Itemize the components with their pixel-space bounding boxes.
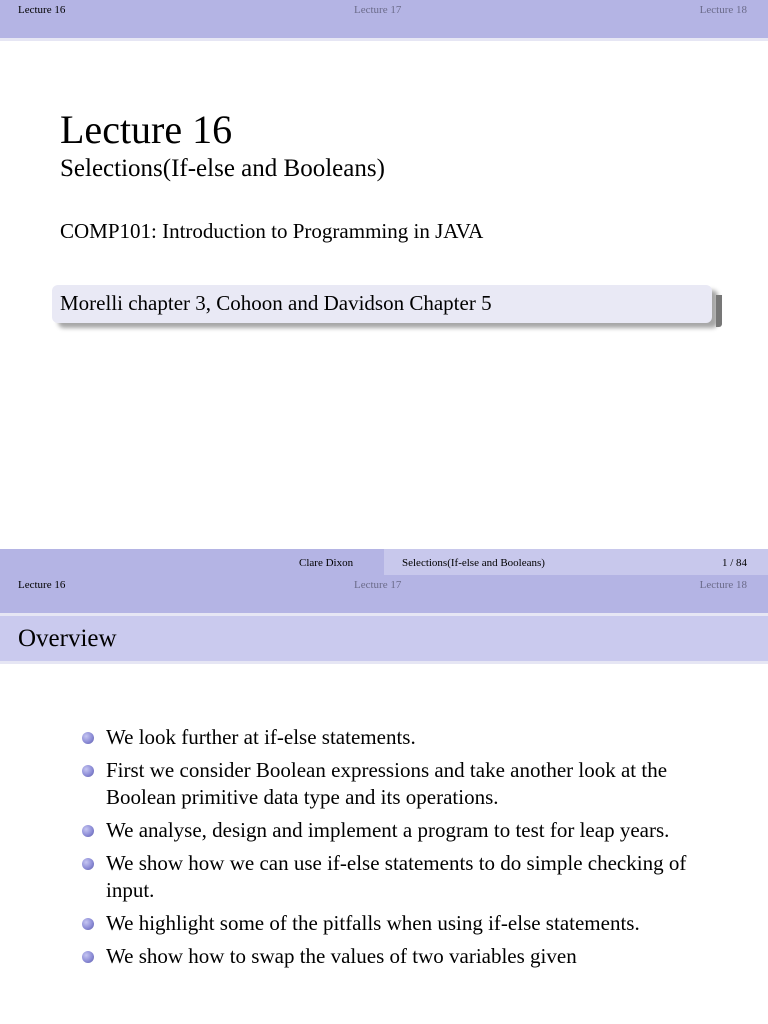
bullet-text: We highlight some of the pitfalls when using if-else statements. — [106, 911, 640, 935]
overview-bullet-list — [80, 724, 700, 976]
lecture-nav-bar — [0, 575, 768, 616]
nav-lecture-17[interactable]: Lecture 17 — [354, 579, 402, 591]
nav-lecture-16[interactable]: Lecture 16 — [18, 4, 66, 16]
bullet-ball-icon — [82, 765, 94, 777]
bullet-text: First we consider Boolean expressions and take another look at the Boolean primitive data type and its operations. — [106, 758, 668, 809]
frame-title-bar — [0, 616, 768, 664]
footer-page-number: 1 / 84 — [721, 557, 747, 569]
course-name: COMP101: Introduction to Programming in JAVA — [60, 219, 484, 243]
nav-lecture-18[interactable]: Lecture 18 — [699, 579, 747, 591]
list-item — [80, 757, 700, 811]
bullet-ball-icon — [82, 918, 94, 930]
reference-text: Morelli chapter 3, Cohoon and Davidson Chapter 5 — [60, 291, 492, 315]
frame-title: Overview — [18, 625, 117, 652]
reference-box — [52, 285, 712, 323]
list-item — [80, 910, 700, 937]
overview-slide — [0, 575, 768, 1024]
list-item — [80, 817, 700, 844]
slide-title: Lecture 16 — [60, 107, 233, 152]
box-shadow-fold — [716, 295, 722, 327]
list-item — [80, 724, 700, 751]
bullet-ball-icon — [82, 732, 94, 744]
nav-lecture-18[interactable]: Lecture 18 — [699, 4, 747, 16]
bullet-text: We show how we can use if-else statements to do simple checking of input. — [106, 851, 687, 902]
slide-footer — [0, 549, 768, 575]
footer-title: Selections(If-else and Booleans) — [402, 557, 545, 569]
bullet-text: We analyse, design and implement a program to test for leap years. — [106, 818, 670, 842]
bullet-text: We show how to swap the values of two variables given — [106, 944, 577, 968]
bullet-ball-icon — [82, 951, 94, 963]
nav-lecture-17[interactable]: Lecture 17 — [354, 4, 402, 16]
list-item — [80, 850, 700, 904]
bullet-ball-icon — [82, 825, 94, 837]
lecture-nav-bar — [0, 0, 768, 41]
bullet-text: We look further at if-else statements. — [106, 725, 416, 749]
nav-lecture-16[interactable]: Lecture 16 — [18, 579, 66, 591]
footer-author: Clare Dixon — [299, 557, 354, 569]
bullet-ball-icon — [82, 858, 94, 870]
list-item — [80, 943, 700, 970]
slide-subtitle: Selections(If-else and Booleans) — [60, 155, 385, 182]
